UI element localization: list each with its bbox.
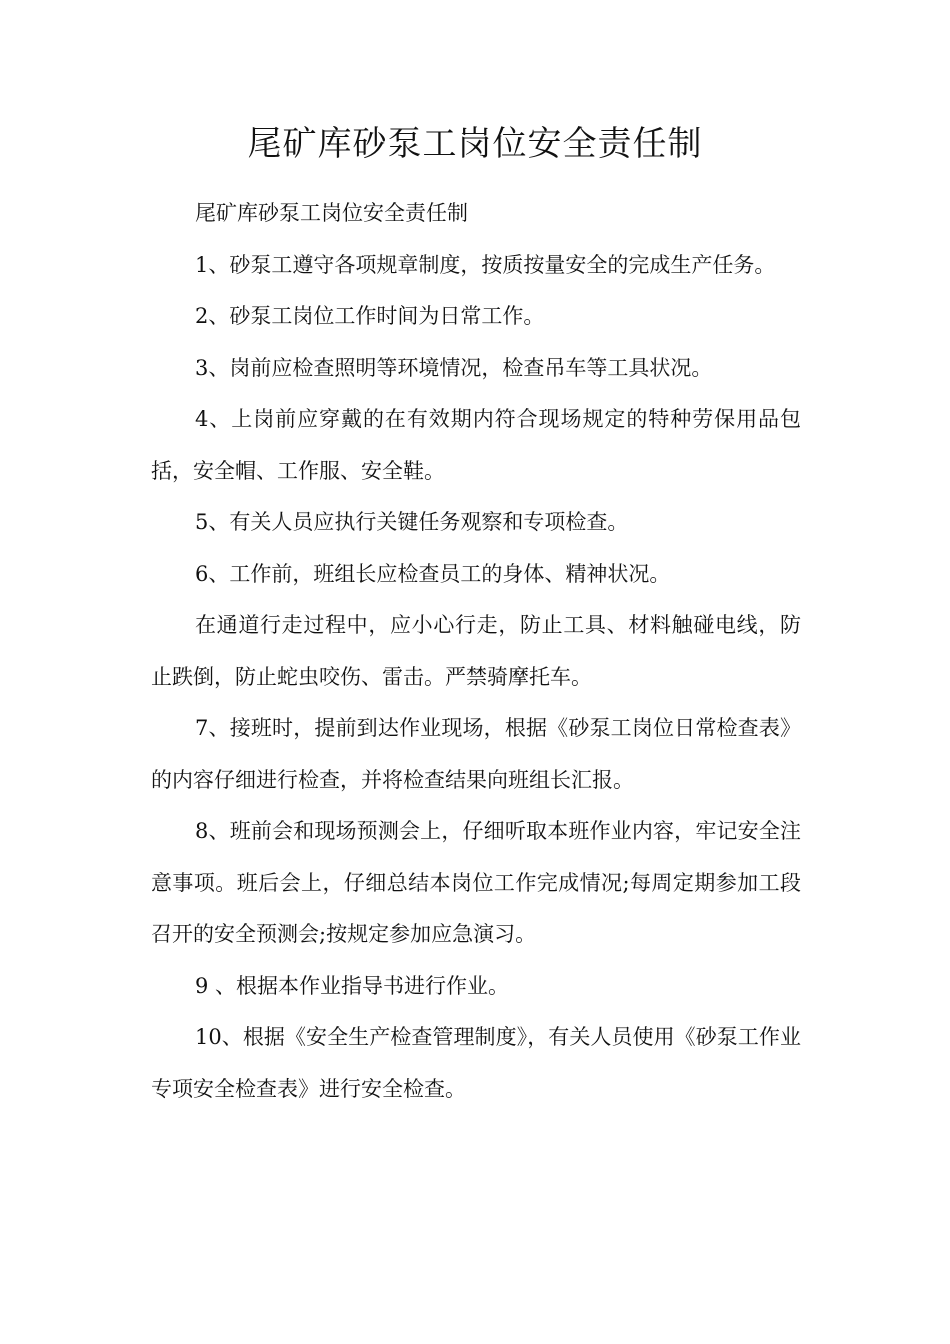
paragraph-item-6: 6、工作前，班组长应检查员工的身体、精神状况。 bbox=[195, 561, 671, 586]
paragraph-item-7: 7、接班时，提前到达作业现场，根据《砂泵工岗位日常检查表》的内容仔细进行检查，并将检查结果向班组长汇报。 bbox=[151, 716, 801, 792]
paragraph-item-10: 10、根据《安全生产检查管理制度》，有关人员使用《砂泵工作业专项安全检查表》进行安全检查。 bbox=[151, 1025, 801, 1101]
paragraph-item-3: 3、岗前应检查照明等环境情况，检查吊车等工具状况。 bbox=[195, 355, 713, 380]
paragraph-item-8: 8、班前会和现场预测会上，仔细听取本班作业内容，牢记安全注意事项。班后会上，仔细总结本岗位工作完成情况;每周定期参加工段召开的安全预测会;按规定参加应急演习。 bbox=[151, 819, 801, 946]
document-title: 尾矿库砂泵工岗位安全责任制 bbox=[247, 124, 703, 164]
document-body bbox=[151, 188, 801, 1115]
paragraph-item-2: 2、砂泵工岗位工作时间为日常工作。 bbox=[195, 304, 545, 328]
paragraph-item-9: 9 、根据本作业指导书进行作业。 bbox=[195, 973, 510, 998]
paragraph-item-4: 4、上岗前应穿戴的在有效期内符合现场规定的特种劳保用品包括，安全帽、工作服、安全鞋。 bbox=[151, 407, 801, 483]
paragraph-item-1: 1、砂泵工遵守各项规章制度，按质按量安全的完成生产任务。 bbox=[195, 252, 776, 277]
paragraph-subtitle: 尾矿库砂泵工岗位安全责任制 bbox=[195, 201, 468, 225]
paragraph-item-5: 5、有关人员应执行关键任务观察和专项检查。 bbox=[195, 510, 629, 534]
paragraph-walkway-note: 在通道行走过程中，应小心行走，防止工具、材料触碰电线，防止跌倒，防止蛇虫咬伤、雷击。严禁骑摩托车。 bbox=[151, 613, 801, 689]
